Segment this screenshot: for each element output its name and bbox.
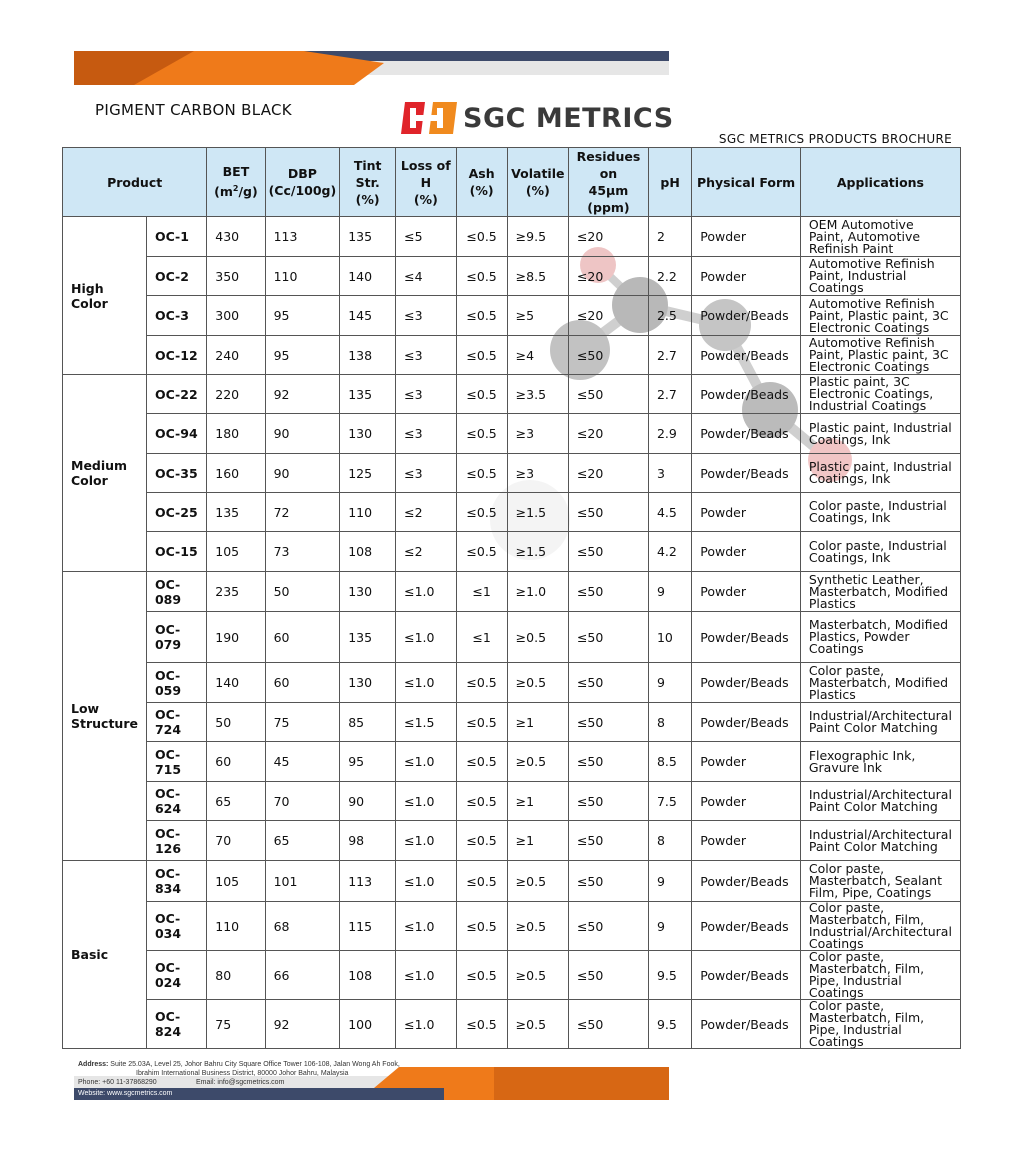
cell-applications: Automotive Refinish Paint, Plastic paint, 3C Electronic Coatings: [800, 336, 960, 375]
cell-loss: ≤3: [396, 375, 456, 414]
cell-bet: 65: [207, 782, 265, 821]
footer: [74, 1059, 669, 1101]
cell-ash: ≤0.5: [456, 217, 507, 257]
cell-product-code: OC-624: [146, 782, 206, 821]
cell-ash: ≤0.5: [456, 663, 507, 703]
cell-volatile: ≥5: [507, 296, 568, 336]
cell-volatile: ≥0.5: [507, 663, 568, 703]
cell-loss: ≤3: [396, 336, 456, 375]
cell-product-code: OC-059: [146, 663, 206, 703]
table-body: [63, 217, 961, 1049]
cell-bet: 430: [207, 217, 265, 257]
header-tint: [340, 148, 396, 217]
spec-table: [62, 147, 961, 1049]
cell-applications: Masterbatch, Modified Plastics, Powder Coatings: [800, 612, 960, 663]
cell-ph: 8: [648, 821, 691, 861]
cell-loss: ≤1.0: [396, 1000, 456, 1049]
group-label-line1: High: [71, 280, 104, 296]
cell-ash: ≤0.5: [456, 782, 507, 821]
cell-loss: ≤2: [396, 493, 456, 532]
table-row: [63, 782, 961, 821]
cell-applications: Automotive Refinish Paint, Industrial Coatings: [800, 257, 960, 296]
footer-phone: Phone: +60 11-37868290: [78, 1079, 157, 1086]
group-label-line2: Structure: [71, 716, 138, 731]
table-row: [63, 572, 961, 612]
cell-ash: ≤0.5: [456, 493, 507, 532]
cell-dbp: 66: [265, 951, 340, 1000]
cell-product-code: OC-12: [146, 336, 206, 375]
cell-applications: Automotive Refinish Paint, Plastic paint, 3C Electronic Coatings: [800, 296, 960, 336]
cell-tint: 135: [340, 217, 396, 257]
cell-dbp: 68: [265, 902, 340, 951]
header-bet-unit-sup: 2: [232, 184, 239, 194]
header-residues-unit: 45μm (ppm): [587, 183, 630, 215]
cell-ph: 2.7: [648, 336, 691, 375]
table-row: [63, 336, 961, 375]
cell-volatile: ≥0.5: [507, 742, 568, 782]
header-dbp-label: DBP: [287, 166, 317, 181]
cell-tint: 98: [340, 821, 396, 861]
cell-residues: ≤20: [568, 414, 648, 454]
header-residues: [568, 148, 648, 217]
cell-dbp: 92: [265, 1000, 340, 1049]
cell-loss: ≤1.0: [396, 742, 456, 782]
cell-bet: 240: [207, 336, 265, 375]
cell-product-code: OC-22: [146, 375, 206, 414]
cell-physical-form: Powder: [692, 217, 801, 257]
cell-residues: ≤50: [568, 663, 648, 703]
cell-tint: 145: [340, 296, 396, 336]
cell-tint: 85: [340, 703, 396, 742]
cell-residues: ≤50: [568, 532, 648, 572]
cell-ash: ≤0.5: [456, 951, 507, 1000]
cell-residues: ≤50: [568, 1000, 648, 1049]
group-label-line2: Color: [71, 473, 108, 488]
cell-tint: 140: [340, 257, 396, 296]
cell-ph: 2: [648, 217, 691, 257]
cell-tint: 95: [340, 742, 396, 782]
header-volatile-unit: (%): [525, 183, 550, 198]
header-loss-label: Loss of H: [400, 157, 451, 190]
cell-applications: Plastic paint, Industrial Coatings, Ink: [800, 454, 960, 493]
cell-residues: ≤50: [568, 742, 648, 782]
footer-email: Email: info@sgcmetrics.com: [196, 1079, 285, 1086]
table-row: [63, 821, 961, 861]
cell-applications: Flexographic Ink, Gravure Ink: [800, 742, 960, 782]
cell-applications: Industrial/Architectural Paint Color Matching: [800, 782, 960, 821]
cell-tint: 135: [340, 612, 396, 663]
cell-ash: ≤0.5: [456, 296, 507, 336]
cell-applications: Industrial/Architectural Paint Color Matching: [800, 821, 960, 861]
cell-ash: ≤0.5: [456, 821, 507, 861]
cell-dbp: 95: [265, 336, 340, 375]
cell-ph: 7.5: [648, 782, 691, 821]
cell-ash: ≤0.5: [456, 375, 507, 414]
footer-address: [78, 1061, 400, 1068]
group-label: [63, 217, 147, 375]
header-tint-unit: (%): [355, 191, 380, 207]
cell-product-code: OC-2: [146, 257, 206, 296]
cell-dbp: 110: [265, 257, 340, 296]
group-label-line1: Medium: [71, 458, 128, 473]
cell-bet: 110: [207, 902, 265, 951]
header-bet-unit-b: /g): [238, 184, 258, 200]
cell-physical-form: Powder/Beads: [692, 296, 801, 336]
cell-physical-form: Powder/Beads: [692, 902, 801, 951]
group-label: [63, 861, 147, 1049]
cell-applications: Industrial/Architectural Paint Color Matching: [800, 703, 960, 742]
cell-physical-form: Powder/Beads: [692, 454, 801, 493]
group-label-line1: Low: [71, 701, 100, 716]
cell-applications: Color paste, Masterbatch, Sealant Film, Pipe, Coatings: [800, 861, 960, 902]
cell-physical-form: Powder/Beads: [692, 336, 801, 375]
table-row: [63, 902, 961, 951]
cell-ph: 9: [648, 861, 691, 902]
cell-ph: 2.2: [648, 257, 691, 296]
header-volatile: [507, 148, 568, 217]
cell-ph: 9: [648, 663, 691, 703]
cell-physical-form: Powder/Beads: [692, 1000, 801, 1049]
cell-dbp: 60: [265, 663, 340, 703]
table-row: [63, 861, 961, 902]
footer-website: Website: www.sgcmetrics.com: [78, 1090, 173, 1097]
cell-loss: ≤1.0: [396, 572, 456, 612]
cell-volatile: ≥3.5: [507, 375, 568, 414]
cell-ph: 10: [648, 612, 691, 663]
cell-product-code: OC-35: [146, 454, 206, 493]
cell-physical-form: Powder: [692, 821, 801, 861]
cell-dbp: 90: [265, 414, 340, 454]
cell-loss: ≤3: [396, 454, 456, 493]
cell-ph: 8.5: [648, 742, 691, 782]
cell-loss: ≤1.0: [396, 951, 456, 1000]
cell-residues: ≤50: [568, 493, 648, 532]
cell-residues: ≤50: [568, 612, 648, 663]
cell-product-code: OC-1: [146, 217, 206, 257]
cell-bet: 70: [207, 821, 265, 861]
cell-loss: ≤1.5: [396, 703, 456, 742]
cell-loss: ≤1.0: [396, 902, 456, 951]
cell-dbp: 60: [265, 612, 340, 663]
cell-dbp: 95: [265, 296, 340, 336]
table-row: [63, 663, 961, 703]
cell-volatile: ≥0.5: [507, 612, 568, 663]
cell-bet: 220: [207, 375, 265, 414]
cell-ash: ≤0.5: [456, 1000, 507, 1049]
cell-physical-form: Powder: [692, 532, 801, 572]
header-bet: [207, 148, 265, 217]
cell-ash: ≤0.5: [456, 336, 507, 375]
cell-loss: ≤1.0: [396, 612, 456, 663]
cell-product-code: OC-25: [146, 493, 206, 532]
cell-bet: 50: [207, 703, 265, 742]
cell-tint: 90: [340, 782, 396, 821]
group-label: [63, 375, 147, 572]
header-dbp: [265, 148, 340, 217]
cell-ph: 9.5: [648, 951, 691, 1000]
cell-physical-form: Powder/Beads: [692, 663, 801, 703]
cell-tint: 108: [340, 532, 396, 572]
cell-product-code: OC-834: [146, 861, 206, 902]
cell-dbp: 50: [265, 572, 340, 612]
cell-physical-form: Powder/Beads: [692, 703, 801, 742]
cell-dbp: 101: [265, 861, 340, 902]
cell-bet: 235: [207, 572, 265, 612]
cell-bet: 160: [207, 454, 265, 493]
cell-applications: Color paste, Masterbatch, Film, Industrial/Architectural Coatings: [800, 902, 960, 951]
cell-dbp: 92: [265, 375, 340, 414]
cell-dbp: 70: [265, 782, 340, 821]
cell-applications: Color paste, Masterbatch, Film, Pipe, Industrial Coatings: [800, 951, 960, 1000]
cell-tint: 135: [340, 375, 396, 414]
cell-tint: 130: [340, 572, 396, 612]
cell-product-code: OC-824: [146, 1000, 206, 1049]
cell-volatile: ≥3: [507, 454, 568, 493]
cell-loss: ≤3: [396, 296, 456, 336]
cell-applications: Synthetic Leather, Masterbatch, Modified Plastics: [800, 572, 960, 612]
cell-volatile: ≥1.5: [507, 532, 568, 572]
header-ash-label: Ash: [468, 166, 495, 181]
cell-physical-form: Powder/Beads: [692, 375, 801, 414]
cell-applications: Plastic paint, 3C Electronic Coatings, Industrial Coatings: [800, 375, 960, 414]
cell-ash: ≤0.5: [456, 532, 507, 572]
table-header-row: [63, 148, 961, 217]
cell-volatile: ≥8.5: [507, 257, 568, 296]
cell-volatile: ≥1: [507, 821, 568, 861]
cell-applications: Color paste, Masterbatch, Modified Plastics: [800, 663, 960, 703]
cell-dbp: 65: [265, 821, 340, 861]
cell-volatile: ≥0.5: [507, 951, 568, 1000]
cell-applications: Plastic paint, Industrial Coatings, Ink: [800, 414, 960, 454]
cell-ph: 2.9: [648, 414, 691, 454]
cell-ash: ≤0.5: [456, 742, 507, 782]
cell-ph: 2.5: [648, 296, 691, 336]
cell-ash: ≤0.5: [456, 414, 507, 454]
cell-dbp: 90: [265, 454, 340, 493]
cell-ash: ≤1: [456, 612, 507, 663]
cell-ash: ≤1: [456, 572, 507, 612]
cell-loss: ≤2: [396, 532, 456, 572]
cell-physical-form: Powder/Beads: [692, 861, 801, 902]
cell-product-code: OC-3: [146, 296, 206, 336]
table-row: [63, 493, 961, 532]
cell-bet: 75: [207, 1000, 265, 1049]
table-row: [63, 612, 961, 663]
table-row: [63, 532, 961, 572]
cell-volatile: ≥0.5: [507, 861, 568, 902]
cell-ph: 9.5: [648, 1000, 691, 1049]
cell-ash: ≤0.5: [456, 454, 507, 493]
table-row: [63, 1000, 961, 1049]
cell-tint: 125: [340, 454, 396, 493]
cell-physical-form: Powder/Beads: [692, 612, 801, 663]
cell-applications: Color paste, Industrial Coatings, Ink: [800, 493, 960, 532]
cell-applications: Color paste, Masterbatch, Film, Pipe, Industrial Coatings: [800, 1000, 960, 1049]
group-label-line2: Color: [71, 295, 108, 311]
cell-loss: ≤3: [396, 414, 456, 454]
header-bet-unit-a: (m: [214, 184, 233, 200]
cell-physical-form: Powder: [692, 572, 801, 612]
logo-mark-icon: [401, 100, 457, 136]
brochure-label: SGC METRICS PRODUCTS BROCHURE: [718, 132, 952, 146]
cell-tint: 115: [340, 902, 396, 951]
cell-loss: ≤5: [396, 217, 456, 257]
cell-tint: 130: [340, 663, 396, 703]
cell-loss: ≤1.0: [396, 821, 456, 861]
table-row: [63, 217, 961, 257]
cell-volatile: ≥1: [507, 703, 568, 742]
cell-volatile: ≥0.5: [507, 902, 568, 951]
cell-volatile: ≥4: [507, 336, 568, 375]
header-tint-label: Tint Str.: [353, 157, 382, 190]
cell-loss: ≤1.0: [396, 861, 456, 902]
cell-residues: ≤50: [568, 951, 648, 1000]
cell-tint: 100: [340, 1000, 396, 1049]
cell-product-code: OC-126: [146, 821, 206, 861]
cell-product-code: OC-15: [146, 532, 206, 572]
cell-physical-form: Powder: [692, 782, 801, 821]
top-banner-graphic: [74, 51, 669, 85]
table-row: [63, 951, 961, 1000]
group-label: [63, 572, 147, 861]
cell-dbp: 73: [265, 532, 340, 572]
cell-bet: 105: [207, 532, 265, 572]
cell-residues: ≤50: [568, 375, 648, 414]
header-ash-unit: (%): [469, 183, 494, 198]
cell-ph: 8: [648, 703, 691, 742]
cell-residues: ≤20: [568, 257, 648, 296]
doc-title: PIGMENT CARBON BLACK: [95, 101, 292, 119]
table-row: [63, 414, 961, 454]
cell-tint: 113: [340, 861, 396, 902]
group-label-line1: Basic: [71, 947, 109, 962]
cell-loss: ≤4: [396, 257, 456, 296]
table-row: [63, 257, 961, 296]
cell-loss: ≤1.0: [396, 782, 456, 821]
footer-address-line2: Ibrahim International Business District, 80000 Johor Bahru, Malaysia: [136, 1070, 349, 1077]
cell-tint: 108: [340, 951, 396, 1000]
cell-dbp: 113: [265, 217, 340, 257]
cell-bet: 350: [207, 257, 265, 296]
header-apps: Applications: [800, 148, 960, 217]
cell-product-code: OC-715: [146, 742, 206, 782]
cell-product-code: OC-94: [146, 414, 206, 454]
cell-ash: ≤0.5: [456, 703, 507, 742]
footer-address-line1: Suite 25.03A, Level 25, Johor Bahru City Square Office Tower 106-108, Jalan Wong Ah Fook,: [110, 1061, 400, 1068]
cell-physical-form: Powder/Beads: [692, 951, 801, 1000]
cell-applications: OEM Automotive Paint, Automotive Refinish Paint: [800, 217, 960, 257]
cell-bet: 135: [207, 493, 265, 532]
cell-volatile: ≥0.5: [507, 1000, 568, 1049]
cell-loss: ≤1.0: [396, 663, 456, 703]
cell-volatile: ≥1: [507, 782, 568, 821]
cell-ph: 3: [648, 454, 691, 493]
cell-tint: 138: [340, 336, 396, 375]
cell-product-code: OC-724: [146, 703, 206, 742]
cell-bet: 300: [207, 296, 265, 336]
table-row: [63, 296, 961, 336]
cell-product-code: OC-034: [146, 902, 206, 951]
cell-ph: 2.7: [648, 375, 691, 414]
cell-residues: ≤50: [568, 782, 648, 821]
cell-residues: ≤50: [568, 861, 648, 902]
footer-address-label: Address:: [78, 1061, 109, 1068]
header-dbp-unit: (Cc/100g): [268, 183, 337, 198]
cell-bet: 180: [207, 414, 265, 454]
cell-applications: Color paste, Industrial Coatings, Ink: [800, 532, 960, 572]
cell-residues: ≤50: [568, 902, 648, 951]
cell-physical-form: Powder/Beads: [692, 414, 801, 454]
cell-tint: 130: [340, 414, 396, 454]
cell-dbp: 45: [265, 742, 340, 782]
header-loss-unit: (%): [413, 191, 438, 207]
cell-ph: 4.5: [648, 493, 691, 532]
brand-name: SGC METRICS: [463, 102, 674, 134]
cell-residues: ≤20: [568, 296, 648, 336]
cell-product-code: OC-079: [146, 612, 206, 663]
cell-bet: 140: [207, 663, 265, 703]
cell-ph: 9: [648, 902, 691, 951]
header-product: Product: [63, 148, 207, 217]
cell-volatile: ≥1.5: [507, 493, 568, 532]
header-loss: [396, 148, 456, 217]
cell-bet: 190: [207, 612, 265, 663]
cell-physical-form: Powder: [692, 742, 801, 782]
cell-ash: ≤0.5: [456, 257, 507, 296]
cell-residues: ≤50: [568, 572, 648, 612]
cell-physical-form: Powder: [692, 493, 801, 532]
cell-ash: ≤0.5: [456, 861, 507, 902]
table-row: [63, 375, 961, 414]
cell-bet: 60: [207, 742, 265, 782]
cell-dbp: 72: [265, 493, 340, 532]
table-row: [63, 703, 961, 742]
cell-physical-form: Powder: [692, 257, 801, 296]
cell-tint: 110: [340, 493, 396, 532]
header-form: Physical Form: [692, 148, 801, 217]
cell-ph: 4.2: [648, 532, 691, 572]
header-volatile-label: Volatile: [511, 166, 565, 181]
table-row: [63, 454, 961, 493]
header-ph: pH: [648, 148, 691, 217]
top-banner: [74, 51, 669, 85]
cell-residues: ≤50: [568, 703, 648, 742]
cell-residues: ≤20: [568, 217, 648, 257]
cell-dbp: 75: [265, 703, 340, 742]
table-row: [63, 742, 961, 782]
cell-ash: ≤0.5: [456, 902, 507, 951]
cell-volatile: ≥1.0: [507, 572, 568, 612]
brand-logo: [401, 100, 674, 136]
cell-bet: 105: [207, 861, 265, 902]
cell-product-code: OC-024: [146, 951, 206, 1000]
cell-ph: 9: [648, 572, 691, 612]
cell-product-code: OC-089: [146, 572, 206, 612]
cell-residues: ≤20: [568, 454, 648, 493]
cell-bet: 80: [207, 951, 265, 1000]
cell-volatile: ≥9.5: [507, 217, 568, 257]
cell-residues: ≤50: [568, 821, 648, 861]
header-ash: [456, 148, 507, 217]
cell-volatile: ≥3: [507, 414, 568, 454]
header-bet-label: BET: [222, 164, 250, 180]
header-residues-label: Residues on: [576, 149, 641, 181]
cell-residues: ≤50: [568, 336, 648, 375]
